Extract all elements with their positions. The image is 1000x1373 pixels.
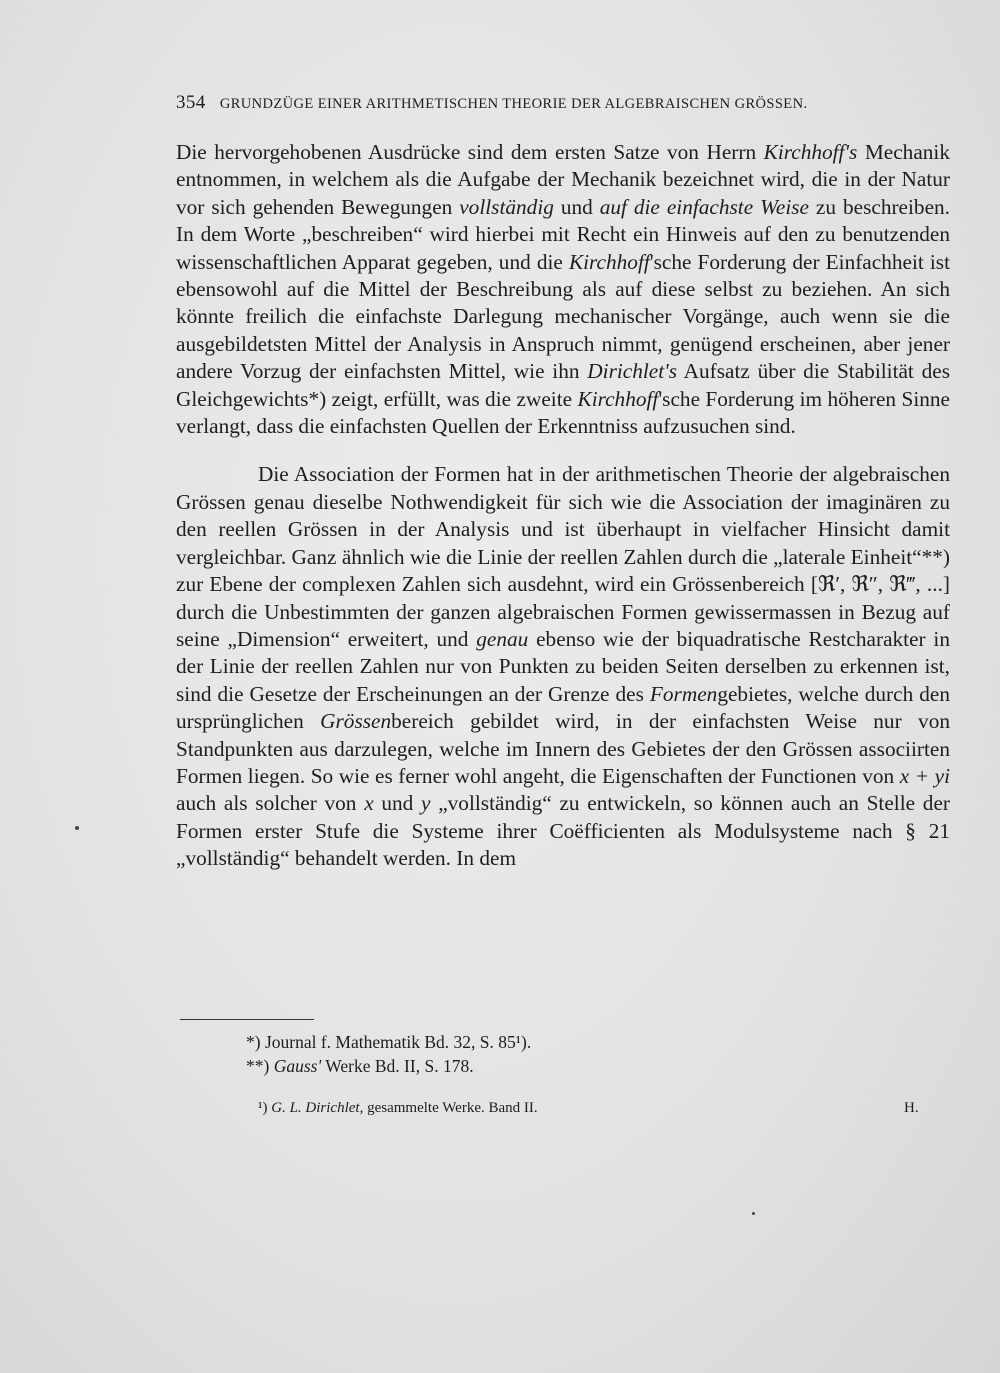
footnote-author: Gauss' xyxy=(273,1056,322,1076)
footnote-mark: **) xyxy=(246,1056,274,1076)
paragraph-2 xyxy=(176,461,950,872)
text-segment: gebietes, welche durch den ursprünglichen xyxy=(176,681,950,734)
text-segment: bereich gebildet wird, in der einfachsten Weise nur von Standpunkten aus darzulegen, welche im Innern des Gebietes der den Grössen associirten Formen liegen. So wie es ferner wohl angeht, die Eigenschaften der Functionen von xyxy=(176,709,951,788)
math-variable: x xyxy=(364,791,374,816)
text-segment: Aufsatz über die Stabilität des Gleichgewichts*) zeigt, erfüllt, was die zweite xyxy=(176,359,950,411)
page-number: 354 xyxy=(176,92,206,113)
footnote-1 xyxy=(246,1030,531,1054)
footnote-text: *) Journal f. Mathematik Bd. 32, S. 85¹). xyxy=(246,1032,532,1052)
text-segment: auch als solcher von xyxy=(176,791,365,816)
editor-note-author: G. L. Dirichlet, xyxy=(271,1100,364,1116)
text-segment: „vollständig“ zu entwickeln, so können auch an Stelle der Formen erster Stufe die Systeme ihrer Coëfficienten als Modulsysteme nach § 21 „vollständig“ behandelt werden. In dem xyxy=(176,791,950,871)
text-segment: Mechanik entnommen, in welchem als die Aufgabe der Mechanik bezeichnet wird, die in der Natur vor sich gehenden Bewegungen xyxy=(176,140,950,219)
editor-initial: H. xyxy=(904,1100,919,1116)
emphasis-name: Dirichlet's xyxy=(587,359,678,384)
text-segment: ebenso wie der biquadratische Restcharakter in der Linie der reellen Zahlen nur von Punkten zu beiden Seiten derselben zu erkennen ist, sind die Gesetze der Erscheinungen an der Grenze des xyxy=(176,626,950,706)
text-segment: Die hervorgehobenen Ausdrücke sind dem ersten Satze von Herrn xyxy=(176,140,764,164)
emphasis-word: Grössen xyxy=(320,709,392,734)
running-title: GRUNDZÜGE EINER ARITHMETISCHEN THEORIE DER ALGEBRAISCHEN GRÖSSEN. xyxy=(219,96,808,112)
footnote-text: Werke Bd. II, S. 178. xyxy=(321,1056,474,1076)
emphasis-phrase: auf die einfachste Weise xyxy=(599,194,809,219)
emphasis-name: Kirchhoff's xyxy=(763,140,858,164)
footnotes xyxy=(246,1030,531,1078)
math-variable: y xyxy=(421,791,431,816)
emphasis-name: Kirchhoff xyxy=(577,386,659,411)
math-expression: x + yi xyxy=(899,763,951,788)
text-segment: und xyxy=(553,194,600,219)
text-segment: Die Association der Formen hat in der arithmetischen Theorie der algebraischen Grössen genau dieselbe Nothwendigkeit für sich wie die Association der imaginären zu den reellen Grössen in der Analysis und ist überhaupt in vielfacher Hinsicht damit vergleichbar. Ganz ähnlich wie die Linie der reellen Zahlen durch die „laterale Einheit“**) zur Ebene der complexen Zahlen sich ausdehnt, wird ein Grössenbereich [ℜ′, ℜ″, ℜ‴, ...] durch die Unbestimmten der ganzen algebraischen Formen gewissermassen in Bezug auf seine „Dimension“ erweitert, und xyxy=(176,462,950,651)
text-segment: und xyxy=(373,791,422,816)
editor-note-text: gesammelte Werke. Band II. xyxy=(363,1100,538,1116)
emphasis-word: genau xyxy=(476,626,529,651)
page-header xyxy=(176,92,916,114)
paragraph-1 xyxy=(176,139,950,440)
emphasis-phrase: vollständig xyxy=(459,194,554,219)
emphasis-word: Formen xyxy=(649,681,718,706)
footnote-rule xyxy=(180,1019,314,1020)
footnote-2 xyxy=(246,1054,531,1078)
editor-note xyxy=(258,1100,538,1117)
main-text xyxy=(176,139,950,873)
text-segment: zu beschreiben. In dem Worte „beschreiben“ wird hierbei mit Recht ein Hinweis auf den zu benutzenden wissenschaftlichen Apparat gegeben, und die xyxy=(176,194,950,274)
scan-speck xyxy=(75,826,79,830)
scan-speck xyxy=(752,1212,755,1215)
text-segment: 'sche Forderung im höheren Sinne verlangt, dass die einfachsten Quellen der Erkenntniss aufzusuchen sind. xyxy=(176,386,950,439)
text-segment: 'sche Forderung der Einfachheit ist ebensowohl auf die Mittel der Beschreibung als auf diese selbst zu beziehen. An sich könnte freilich die einfachste Darlegung mechanischer Vorgänge, auch wenn sie die ausgebildetsten Mittel der Analysis in Anspruch nimmt, genügend erscheinen, aber jener andere Vorzug der einfachsten Mittel, wie ihn xyxy=(176,249,951,384)
emphasis-name: Kirchhoff xyxy=(568,249,650,274)
editor-note-mark: ¹) xyxy=(258,1100,272,1116)
